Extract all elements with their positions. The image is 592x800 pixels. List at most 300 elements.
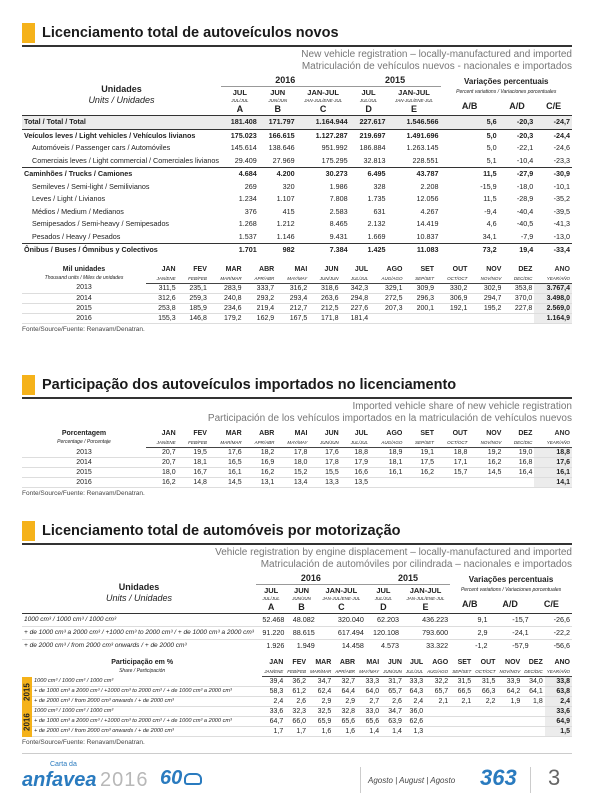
units-sublabel: Units / Unidades [88,95,155,105]
value-cell: 294,8 [341,293,371,303]
year-2015-header: 2015 [366,573,450,585]
value-cell: 171,8 [309,313,340,323]
value-cell: -56,6 [531,640,572,653]
value-cell: 2,2 [473,697,497,707]
value-cell [473,707,497,717]
value-cell: 64,2 [497,687,522,697]
row-year: 2013 [22,448,146,458]
value-cell: 1,7 [285,727,308,737]
value-cell: 16,2 [469,458,503,468]
value-cell: -23,3 [553,155,570,165]
row-label: 1000 cm³ / 1000 cm³ / 1000 cm³ [32,707,262,717]
value-cell: 1.425 [350,244,388,257]
value-cell: 3.767,4 [534,283,572,293]
value-cell: 1.164.944 [297,116,350,130]
column-letter: C [319,104,327,114]
row-year: 2015 [22,303,146,313]
column-month: JUL [361,88,376,97]
value-cell: 88.615 [286,627,316,640]
row-year: 2015 [22,468,146,478]
month-header: NOV [505,659,521,666]
column-month-sub: JUL/JUL [262,596,280,601]
month-header: NOV [486,265,502,273]
value-cell: 2,6 [285,697,308,707]
value-cell: 1.263.145 [406,143,439,152]
row-year: 2016 [22,478,146,488]
value-cell: 2,9 [333,697,357,707]
value-cell: 5,6 [441,116,499,130]
value-cell: 175.295 [321,155,348,165]
value-cell: 14,5 [209,478,244,488]
month-subheader: OCT/OCT [436,438,469,448]
value-cell: -20,3 [499,116,536,130]
value-cell: 34,7 [308,677,333,687]
row-label: Comerciais leves / Light commercial / Comerciales livianos [32,155,219,165]
value-cell [370,478,404,488]
column-month: JUL [376,586,391,595]
table-row [22,155,572,168]
value-cell: -39,5 [553,206,570,216]
column-month-sub: JUL/JUL [231,98,249,103]
row-label: Veículos leves / Light vehicles / Vehículos livianos [22,129,221,142]
value-cell: 17,9 [341,458,370,468]
row-label: 1000 cm³ / 1000 cm³ / 1000 cm³ [22,614,256,627]
value-cell [497,707,522,717]
month-header: MAR [315,659,332,666]
table-row [22,627,572,640]
month-subheader: YEAR/AÑO [545,667,572,677]
row-label: Médios / Medium / Medianos [32,206,124,216]
month-subheader: MAY/MAY [276,274,309,284]
column-letter: D [365,104,372,114]
variation-column: C/E [546,101,562,111]
value-cell: 11,5 [441,168,499,181]
value-cell: 294,7 [469,293,503,303]
value-cell [469,478,503,488]
month-header: ABR [259,265,275,273]
value-cell: 436.223 [401,614,450,627]
units-sublabel: Units / Unidades [105,593,172,603]
value-cell: 13,4 [276,478,309,488]
month-subheader: FEB/FEB [285,667,308,677]
value-cell: 293,2 [244,293,277,303]
column-month: JAN-JUL [409,586,442,595]
value-cell: 2,7 [357,697,381,707]
column-month-sub: JUN/JUN [268,98,288,103]
value-cell: -24,6 [553,143,570,152]
value-cell: 293,4 [276,293,309,303]
column-month-sub: JAN-JUL/ENE-JUL [304,98,343,103]
table-row [22,717,572,727]
value-cell [522,717,545,727]
value-cell: 18,1 [178,458,209,468]
value-cell: 63,9 [381,717,404,727]
row-label: + de 1000 cm³ a 2000 cm³ / +1000 cm³ to 2000 cm³ / + de 1000 cm³ a 2000 cm³ [32,687,262,697]
value-cell: 631 [373,206,386,216]
value-cell: 146,8 [178,313,209,323]
month-subheader: MAY/MAY [357,667,381,677]
value-cell: 1,4 [381,727,404,737]
value-cell: 16,7 [178,468,209,478]
value-cell: 16,1 [370,468,404,478]
column-month: JUN [294,586,310,595]
value-cell: 2.569,0 [534,303,572,313]
value-cell: -9,4 [484,206,497,216]
month-header: DEZ [528,659,543,666]
value-cell: 36,0 [404,707,425,717]
month-subheader: JAN/ENE [262,667,285,677]
value-cell: -15,9 [480,181,497,191]
value-cell: 793.600 [401,627,450,640]
column-month-sub: JAN-JUL/ENE-JUL [394,98,433,103]
value-cell: 18,1 [370,458,404,468]
value-cell [497,727,522,737]
value-cell: 982 [259,244,297,257]
value-cell: 309,9 [404,283,436,293]
value-cell: 2,1 [450,697,473,707]
column-month: JUL [264,586,279,595]
source-note: Fonte/Source/Fuente: Renavam/Denatran. [22,739,145,746]
month-header: ANO [554,430,570,437]
variation-header [441,75,573,98]
value-cell: 269 [244,181,257,191]
value-cell: 2.132 [367,219,386,228]
value-cell: 342,3 [341,283,371,293]
month-subheader: JUL/JUL [404,667,425,677]
table-row [22,448,572,458]
value-cell: -18,0 [516,181,534,191]
value-cell: 272,5 [370,293,404,303]
value-cell: 19,2 [469,448,503,458]
car-icon [184,773,202,785]
value-cell: 32,7 [333,677,357,687]
month-subheader: DEC/DIC [503,274,534,284]
value-cell: 1.926 [256,640,286,653]
table-row [22,244,572,257]
value-cell: 195,2 [469,303,503,313]
value-cell: 32.813 [363,155,386,165]
value-cell: -22,1 [516,143,534,152]
value-cell: 52.468 [256,614,286,627]
value-cell: 33,6 [262,707,285,717]
month-header: JUL [354,265,369,273]
month-subheader: FEB/FEB [178,438,209,448]
value-cell: 1.164,9 [534,313,572,323]
table-row [22,231,572,244]
month-subheader: NOV/NOV [469,438,503,448]
month-subheader: JUN/JUN [381,667,404,677]
month-subheader: SEP/SET [450,667,473,677]
value-cell: 185,9 [178,303,209,313]
value-cell: 32,2 [425,677,450,687]
value-cell [503,478,534,488]
value-cell: 18,9 [370,448,404,458]
value-cell: 15,7 [436,468,469,478]
value-cell: 1.107 [276,194,295,203]
value-cell: 27.969 [272,155,295,165]
value-cell: 1.986 [329,181,348,191]
value-cell: 8.465 [329,219,348,228]
month-header: FEV [292,659,307,666]
value-cell: 240,8 [209,293,244,303]
value-cell: 1.146 [276,231,295,241]
month-subheader: OCT/OCT [473,667,497,677]
year-2016-header: 2016 [256,573,366,585]
value-cell: 17,5 [404,458,436,468]
value-cell: 5,0 [441,129,499,142]
vehicle-registration-table [22,75,572,257]
value-cell: 16,1 [534,468,572,478]
value-cell: 64,7 [262,717,285,727]
value-cell: 2.583 [329,206,348,216]
subtitle-en: New vehicle registration – locally-manufactured and imported [301,49,572,60]
section-marker [22,521,35,541]
column-month-sub: JUL/JUL [359,98,378,103]
value-cell: -41,3 [553,219,570,228]
value-cell: 20,7 [146,448,178,458]
value-cell: 227,8 [503,303,534,313]
head-label: Participação em % [111,659,174,667]
month-subheader: JUL/JUL [341,438,370,448]
anniversary-number: 60 [160,767,183,789]
value-cell: 4.267 [420,206,439,216]
value-cell: 58,3 [262,687,285,697]
year-label: 2015 [22,677,32,707]
value-cell [425,727,450,737]
column-letter: A [236,104,244,114]
value-cell: 16,1 [209,468,244,478]
value-cell: 64,4 [333,687,357,697]
value-cell: 18,8 [341,448,370,458]
row-year: 2014 [22,293,146,303]
row-year: 2013 [22,283,146,293]
month-header: ABR [259,430,275,437]
head-sublabel: Thousand units / Miles de unidades [44,274,124,281]
value-cell: 29.409 [234,155,257,165]
value-cell: 1.701 [221,244,259,257]
value-cell: 4.684 [221,168,259,181]
month-subheader: JAN/ENE [146,438,178,448]
anniversary-badge [160,767,206,793]
table-row [22,303,572,313]
value-cell: -15,7 [490,614,531,627]
value-cell: 16,5 [209,458,244,468]
value-cell: 65,6 [333,717,357,727]
value-cell: 64,3 [404,687,425,697]
page-number: 3 [548,765,561,790]
column-month-sub: JUN/JUN [292,596,311,601]
variation-column: A/D [509,101,525,111]
value-cell: 48.082 [286,614,316,627]
value-cell: 1.546.566 [387,116,440,130]
value-cell: 18,2 [244,448,277,458]
value-cell: 1,7 [262,727,285,737]
table-row [22,313,572,323]
value-cell: 200,1 [404,303,436,313]
value-cell: 219.697 [350,129,388,142]
month-header: ANO [554,659,570,666]
page-footer [0,757,592,800]
table-row [22,116,572,130]
column-month-sub: JAN-JUL/ENE-JUL [322,596,361,601]
table-head [22,658,262,677]
month-subheader: NOV/NOV [497,667,522,677]
value-cell [503,313,534,323]
value-cell: 1.949 [286,640,316,653]
month-subheader: JUL/JUL [341,274,371,284]
value-cell: 39,4 [262,677,285,687]
row-year: 2016 [22,313,146,323]
units-header [22,75,221,116]
month-subheader: SEP/SET [404,438,436,448]
value-cell: 2,4 [262,697,285,707]
value-cell: 1.669 [367,231,386,241]
value-cell: 212,7 [276,303,309,313]
variation-subtitle: Percent variations / Variaciones porcentuales [460,586,562,593]
value-cell: 18,8 [436,448,469,458]
value-cell: 14,1 [534,478,572,488]
value-cell: 18,0 [276,458,309,468]
month-header: DEZ [518,265,533,273]
variation-header [450,573,572,596]
imported-share-table [22,429,572,488]
table-row [22,677,572,687]
value-cell: 18,0 [146,468,178,478]
value-cell: 34,7 [381,707,404,717]
value-cell: 415 [282,206,295,216]
value-cell: 66,5 [450,687,473,697]
month-header: OUT [452,430,468,437]
subtitle-es: Participación de los vehículos importados en la matriculación de vehículos nuevos [207,413,572,424]
value-cell: 192,1 [436,303,469,313]
value-cell [370,313,404,323]
logo-caption: Carta da [50,761,77,768]
value-cell: 17,6 [534,458,572,468]
month-header: SET [457,659,472,666]
column-letter: B [298,602,305,612]
column-month: JUL [232,88,247,97]
value-cell: 30.273 [297,168,350,181]
head-sublabel: Share / Participación [119,668,166,675]
value-cell: 228.551 [412,155,439,165]
value-cell: 61,2 [285,687,308,697]
value-cell: -10,1 [553,181,570,191]
value-cell: 320 [282,181,295,191]
month-header: MAI [294,265,308,273]
units-label: Unidades [118,582,160,592]
value-cell: 1,9 [497,697,522,707]
table-head [22,265,146,284]
table-row [22,727,572,737]
value-cell: -20,3 [499,129,536,142]
table-row [22,181,572,194]
value-cell: 4.200 [259,168,297,181]
value-cell [404,478,436,488]
table-row [22,129,572,142]
value-cell: 15,5 [309,468,340,478]
value-cell: 63,8 [545,687,572,697]
monthly-table [22,265,572,324]
value-cell: 2.208 [420,181,439,191]
value-cell: 181.408 [221,116,259,130]
year-2015-header: 2015 [350,75,441,87]
value-cell: 33.322 [401,640,450,653]
month-subheader: DEC/DIC [522,667,545,677]
value-cell: 33,8 [545,677,572,687]
value-cell: 353,8 [503,283,534,293]
edition-year: 2016 [100,769,149,791]
month-header: DEZ [518,430,533,437]
value-cell: 1,6 [308,727,333,737]
value-cell: 296,3 [404,293,436,303]
head-sublabel: Percentage / Porcentaje [57,439,111,446]
table-row [22,468,572,478]
value-cell: 1.735 [367,194,386,203]
month-header: JUL [354,430,368,437]
row-label: + de 1000 cm³ a 2000 cm³ / +1000 cm³ to 2000 cm³ / + de 1000 cm³ a 2000 cm³ [32,717,262,727]
value-cell: 32,5 [308,707,333,717]
section-marker [22,375,35,395]
value-cell: 175.023 [221,129,259,142]
value-cell: 14.458 [317,640,366,653]
month-header: ABR [339,659,356,666]
month-header: FEV [193,265,207,273]
month-subheader: AUG/AGO [370,274,404,284]
month-subheader: JUN/JUN [309,438,340,448]
value-cell: 32,8 [333,707,357,717]
value-cell: 1.212 [276,219,295,228]
value-cell: 33,0 [357,707,381,717]
value-cell: 13,3 [309,478,340,488]
value-cell: 311,5 [146,283,178,293]
value-cell: 34,1 [482,231,497,241]
value-cell: 31,7 [381,677,404,687]
value-cell: -24,4 [535,129,572,142]
month-subheader: OCT/OCT [436,274,469,284]
variation-column: A/B [461,101,478,111]
month-header: MAR [225,265,242,273]
month-subheader: APR/ABR [333,667,357,677]
engine-share-table [22,658,572,737]
value-cell: 283,9 [209,283,244,293]
subtitle-en: Vehicle registration by engine displacement – locally-manufactured and imported [215,547,572,558]
value-cell: 617.494 [317,627,366,640]
value-cell: 1.127.287 [297,129,350,142]
row-label: Total / Total / Total [22,116,221,130]
value-cell: 2,4 [404,697,425,707]
column-letter: B [274,104,281,114]
month-header: SET [420,430,434,437]
value-cell [436,313,469,323]
value-cell: 15,2 [276,468,309,478]
variation-column: A/B [462,599,478,609]
value-cell [473,727,497,737]
section-importados [22,374,572,497]
month-subheader: APR/ABR [244,274,277,284]
column-letter: C [338,602,345,612]
year-2016-header: 2016 [221,75,350,87]
section-licenciamento-total [22,22,572,333]
value-cell: 65,7 [381,687,404,697]
value-cell: 64,1 [522,687,545,697]
row-label: + de 2000 cm³ / from 2000 cm³ onwards / + de 2000 cm³ [32,727,262,737]
subtitle-es: Matriculación de vehículos nuevos - nacionales e importados [301,61,572,72]
value-cell: 16,8 [503,458,534,468]
value-cell: 171.797 [259,116,297,130]
month-subheader: DEC/DIC [503,438,534,448]
value-cell: 9.431 [329,231,348,241]
value-cell: 17,6 [209,448,244,458]
